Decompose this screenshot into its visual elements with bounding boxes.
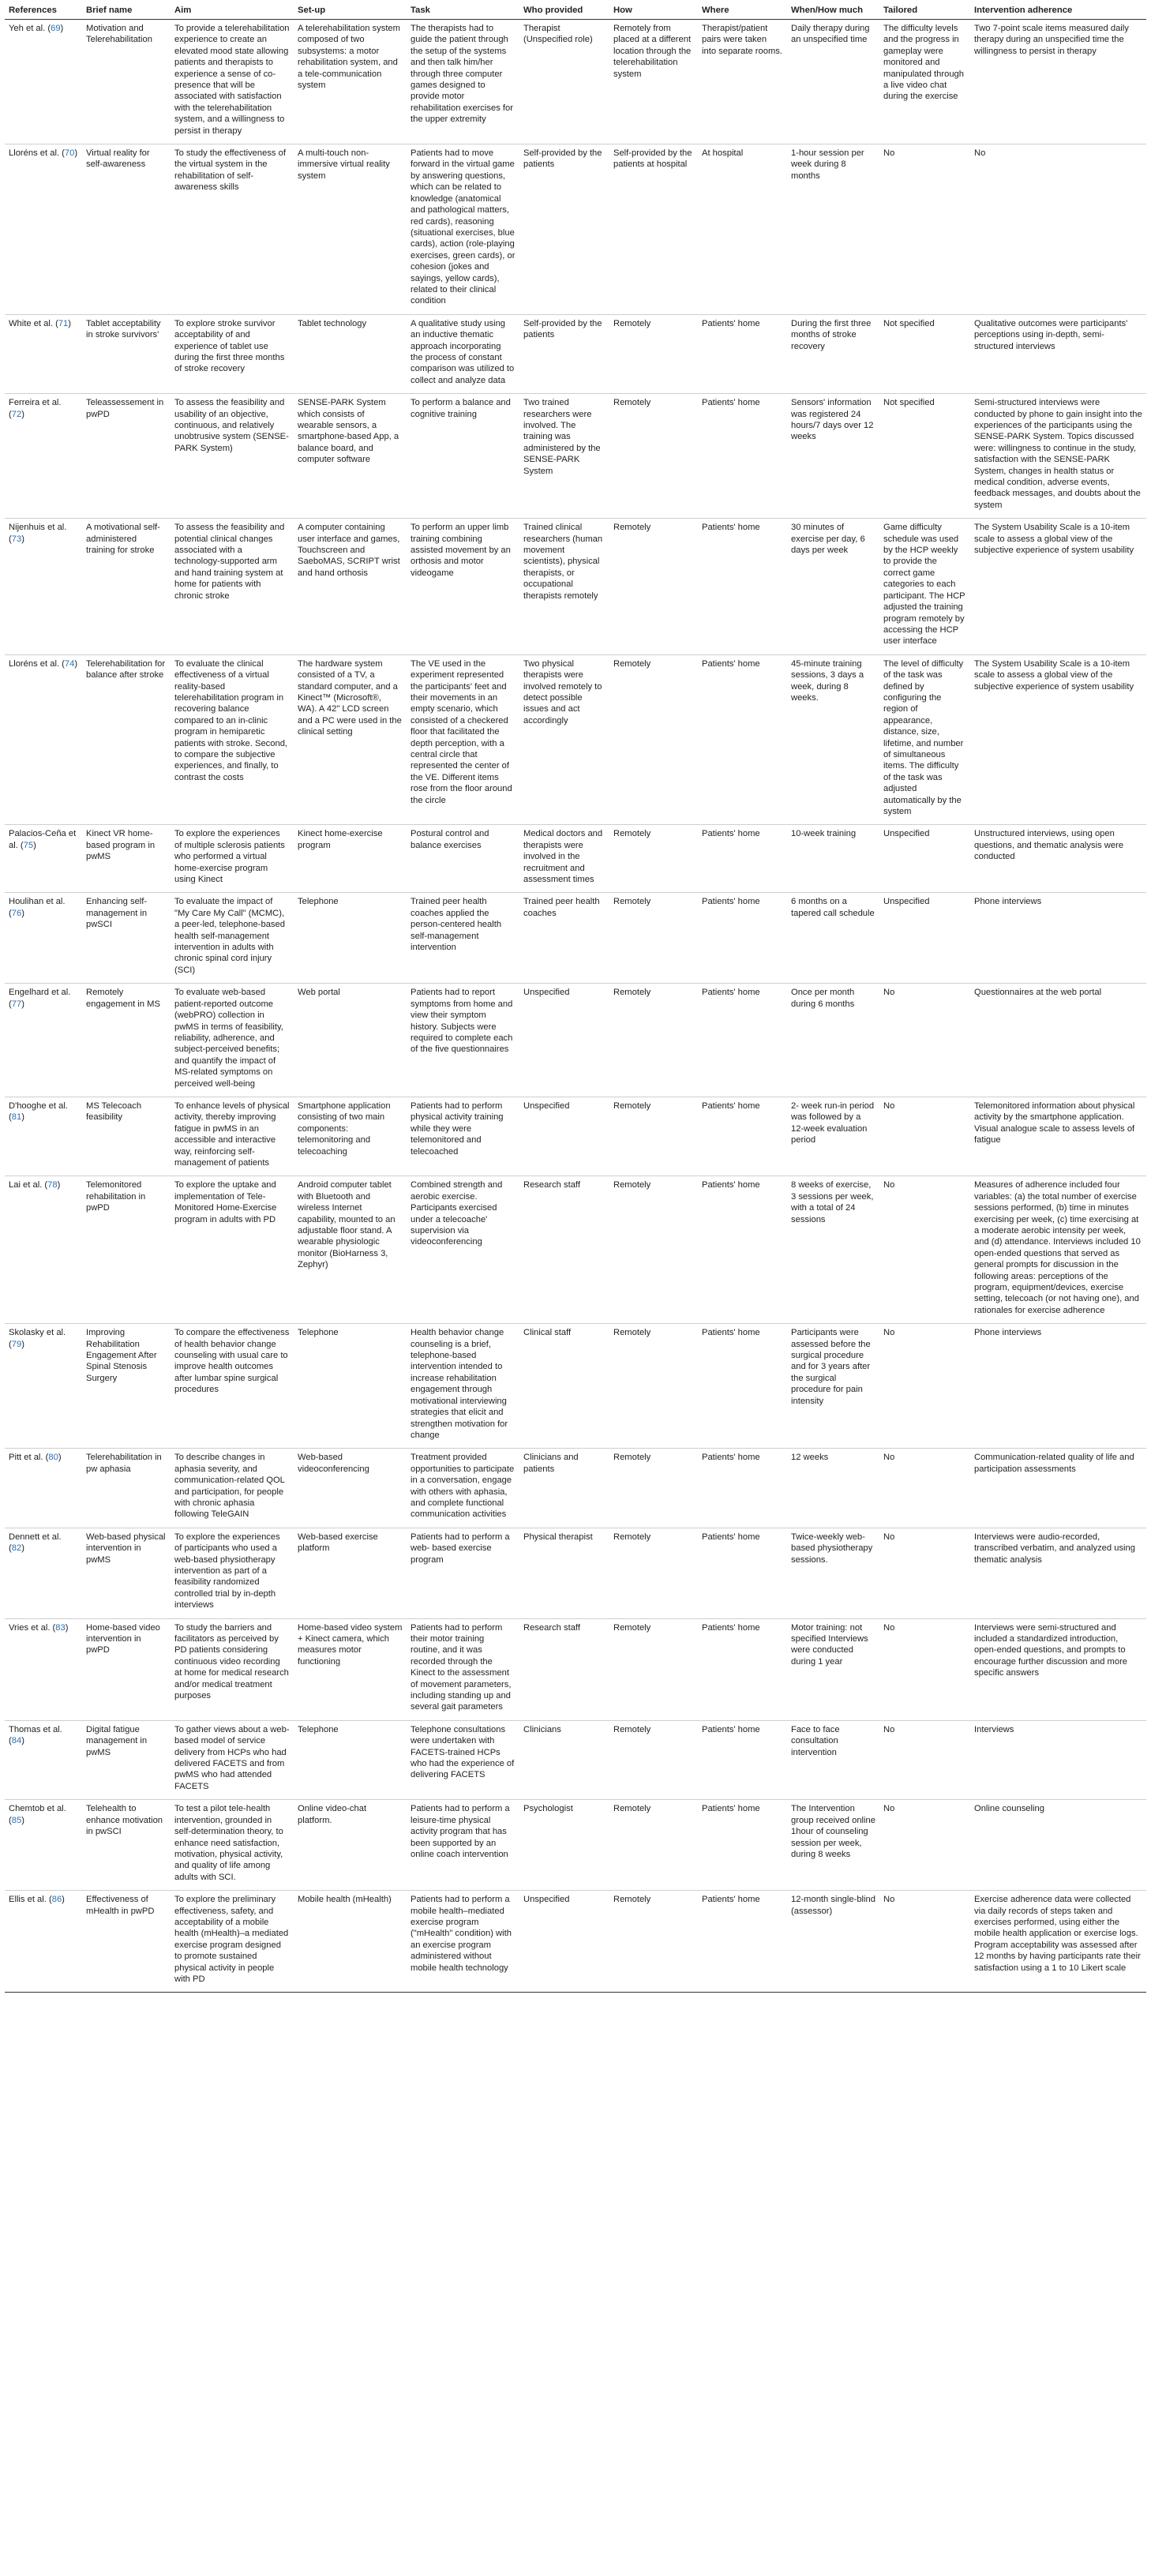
cell-aim: To describe changes in aphasia severity, and communication-related QOL and participation, for people with chronic aphasia following TeleGAIN	[171, 1449, 294, 1528]
cell-tailored: Game difficulty schedule was used by the HCP weekly to provide the correct game categories to each participant. The HCP adjusted the training program remotely by accessing the HCP user interface	[879, 519, 970, 654]
cell-tailored: No	[879, 1097, 970, 1176]
cell-tailored: The level of difficulty of the task was defined by configuring the region of appearance, distance, size, lifetime, and number of simultaneous items. The difficulty of the task was adjusted automatically by the system	[879, 654, 970, 825]
cell-task: To perform a balance and cognitive training	[407, 394, 519, 519]
cell-adherence: Questionnaires at the web portal	[970, 984, 1146, 1097]
cell-aim: To study the barriers and facilitators as perceived by PD patients considering continuous video recording at home for medical research and/or medical treatment purposes	[171, 1618, 294, 1720]
cell-task: The VE used in the experiment represented the participants' feet and their movements in an empty scenario, which consisted of a checkered floor that facilitated the depth perception, with a central circle that represented the center of the VE. Different items rose from the floor around the circle	[407, 654, 519, 825]
cell-when: 30 minutes of exercise per day, 6 days per week	[787, 519, 879, 654]
cell-brief-name: Teleassessement in pwPD	[82, 394, 171, 519]
reference-author: Vries et al.	[9, 1622, 51, 1633]
cell-reference: Lloréns et al. (70)	[5, 144, 82, 315]
cell-aim: To enhance levels of physical activity, thereby improving fatigue in pwMS in an accessible and interactive way, reinforcing self-management of patients	[171, 1097, 294, 1176]
cell-where: Patients' home	[698, 1176, 787, 1324]
cell-tailored: No	[879, 1324, 970, 1449]
col-header-how: How	[609, 3, 698, 20]
reference-author: Pitt et al.	[9, 1453, 43, 1463]
cell-brief-name: Virtual reality for self-awareness	[82, 144, 171, 315]
col-header-adherence: Intervention adherence	[970, 3, 1146, 20]
cell-setup: Web-based exercise platform	[294, 1528, 407, 1618]
cell-how: Remotely	[609, 394, 698, 519]
cell-brief-name: Motivation and Telerehabilitation	[82, 20, 171, 144]
cell-adherence: Interviews were semi-structured and included a standardized introduction, open-ended questions, and prompts to encourage further discussion and more specific answers	[970, 1618, 1146, 1720]
cell-where: Patients' home	[698, 984, 787, 1097]
header-row	[5, 3, 1146, 20]
cell-setup: A telerehabilitation system composed of two subsystems: a motor rehabilitation system, and a tele-communication system	[294, 20, 407, 144]
cell-setup: Smartphone application consisting of two main components: telemonitoring and telecoaching	[294, 1097, 407, 1176]
reference-author: Dennett et al.	[9, 1532, 62, 1542]
cell-who-provided: Clinicians	[519, 1720, 609, 1799]
citation-link[interactable]: 70	[64, 148, 75, 159]
cell-aim: To explore the experiences of multiple sclerosis patients who performed a virtual home-exercise program using Kinect	[171, 825, 294, 893]
cell-how: Remotely	[609, 1176, 698, 1324]
table-row	[5, 984, 1146, 1097]
citation-link[interactable]: 81	[11, 1112, 22, 1123]
cell-reference: White et al. (71)	[5, 314, 82, 393]
cell-task: Telephone consultations were undertaken with FACETS-trained HCPs who had the experience of delivering FACETS	[407, 1720, 519, 1799]
cell-reference: Lai et al. (78)	[5, 1176, 82, 1324]
cell-when: Once per month during 6 months	[787, 984, 879, 1097]
table-row	[5, 144, 1146, 315]
cell-brief-name: Enhancing self-management in pwSCI	[82, 893, 171, 984]
cell-who-provided: Physical therapist	[519, 1528, 609, 1618]
cell-setup: Android computer tablet with Bluetooth and wireless Internet capability, mounted to an adjustable floor stand. A wearable physiologic monitor (BioHarness 3, Zephyr)	[294, 1176, 407, 1324]
cell-task: The therapists had to guide the patient through the setup of the systems and then talk him/her through three computer games designed to provide motor rehabilitation exercises for the upper extremity	[407, 20, 519, 144]
cell-who-provided: Medical doctors and therapists were involved in the recruitment and assessment times	[519, 825, 609, 893]
cell-how: Remotely	[609, 1324, 698, 1449]
reference-author: Lloréns et al.	[9, 148, 60, 159]
cell-aim: To explore stroke survivor acceptability of and experience of tablet use during the first three months of stroke recovery	[171, 314, 294, 393]
cell-how: Self-provided by the patients at hospital	[609, 144, 698, 315]
cell-who-provided: Research staff	[519, 1176, 609, 1324]
table-row	[5, 1449, 1146, 1528]
table-row	[5, 1891, 1146, 1993]
cell-adherence: Semi-structured interviews were conducted by phone to gain insight into the experiences of the participants using the SENSE-PARK System. Topics discussed were: willingness to continue in the study, satisfaction with the SENSE-PARK System, changes in health status or medical condition, adverse events, feedback messages, and doubts about the system	[970, 394, 1146, 519]
citation-link[interactable]: 72	[11, 409, 22, 419]
cell-task: A qualitative study using an inductive thematic approach incorporating the process of constant comparison was utilized to collect and analyze data	[407, 314, 519, 393]
citation-link[interactable]: 86	[51, 1895, 62, 1905]
cell-when: 2- week run-in period was followed by a 12-week evaluation period	[787, 1097, 879, 1176]
cell-how: Remotely	[609, 825, 698, 893]
cell-brief-name: Home-based video intervention in pwPD	[82, 1618, 171, 1720]
cell-how: Remotely	[609, 1618, 698, 1720]
cell-when: Twice-weekly web-based physiotherapy sessions.	[787, 1528, 879, 1618]
cell-who-provided: Unspecified	[519, 984, 609, 1097]
cell-setup: Telephone	[294, 1324, 407, 1449]
cell-brief-name: A motivational self-administered training for stroke	[82, 519, 171, 654]
citation-link[interactable]: 78	[47, 1180, 58, 1191]
cell-task: Trained peer health coaches applied the person-centered health self-management intervention	[407, 893, 519, 984]
reference-author: Yeh et al.	[9, 24, 46, 33]
cell-tailored: No	[879, 1618, 970, 1720]
citation-link[interactable]: 74	[64, 658, 75, 669]
citation-link[interactable]: 71	[58, 318, 69, 328]
cell-who-provided: Two trained researchers were involved. The training was administered by the SENSE-PARK System	[519, 394, 609, 519]
cell-task: Patients had to report symptoms from home and view their symptom history. Subjects were required to complete each of the five questionnaires	[407, 984, 519, 1097]
cell-tailored: The difficulty levels and the progress in gameplay were monitored and manipulated through a live video chat during the exercise	[879, 20, 970, 144]
citation-link[interactable]: 69	[51, 24, 61, 33]
interventions-table	[5, 3, 1146, 1993]
cell-who-provided: Trained peer health coaches	[519, 893, 609, 984]
cell-brief-name: Web-based physical intervention in pwMS	[82, 1528, 171, 1618]
cell-adherence: Telemonitored information about physical activity by the smartphone application. Visual analogue scale to assess levels of fatigue	[970, 1097, 1146, 1176]
cell-task: Patients had to perform their motor training routine, and it was recorded through the Kinect to the assessment of movement parameters, including standing up and several gait parameters	[407, 1618, 519, 1720]
cell-adherence: The System Usability Scale is a 10-item scale to assess a global view of the subjective experience of system usability	[970, 519, 1146, 654]
cell-setup: Telephone	[294, 893, 407, 984]
cell-reference: Thomas et al. (84)	[5, 1720, 82, 1799]
col-header-brief-name: Brief name	[82, 3, 171, 20]
cell-brief-name: Telehealth to enhance motivation in pwSCI	[82, 1800, 171, 1891]
cell-who-provided: Self-provided by the patients	[519, 144, 609, 315]
cell-adherence: Phone interviews	[970, 893, 1146, 984]
citation-link[interactable]: 84	[11, 1736, 22, 1746]
cell-tailored: Not specified	[879, 394, 970, 519]
cell-where: Patients' home	[698, 825, 787, 893]
table-row	[5, 654, 1146, 825]
citation-link[interactable]: 76	[11, 908, 22, 918]
cell-setup: Tablet technology	[294, 314, 407, 393]
cell-task: Patients had to perform a web- based exercise program	[407, 1528, 519, 1618]
cell-reference: Nijenhuis et al. (73)	[5, 519, 82, 654]
table-row	[5, 1097, 1146, 1176]
cell-reference: Engelhard et al. (77)	[5, 984, 82, 1097]
cell-who-provided: Unspecified	[519, 1891, 609, 1993]
cell-where: Patients' home	[698, 519, 787, 654]
table-row	[5, 1618, 1146, 1720]
reference-author: Thomas et al.	[9, 1724, 62, 1734]
cell-when: Participants were assessed before the surgical procedure and for 3 years after the surgical procedure for pain intensity	[787, 1324, 879, 1449]
cell-when: The Intervention group received online 1hour of counseling session per week, during 8 weeks	[787, 1800, 879, 1891]
cell-setup: Mobile health (mHealth)	[294, 1891, 407, 1993]
cell-how: Remotely	[609, 1528, 698, 1618]
cell-where: Patients' home	[698, 1800, 787, 1891]
cell-tailored: Unspecified	[879, 893, 970, 984]
cell-setup: Online video-chat platform.	[294, 1800, 407, 1891]
cell-tailored: Unspecified	[879, 825, 970, 893]
cell-tailored: No	[879, 1176, 970, 1324]
cell-who-provided: Research staff	[519, 1618, 609, 1720]
cell-when: Sensors' information was registered 24 hours/7 days over 12 weeks	[787, 394, 879, 519]
cell-when: 12-month single-blind (assessor)	[787, 1891, 879, 1993]
cell-where: Patients' home	[698, 314, 787, 393]
reference-author: Houlihan et al.	[9, 897, 66, 907]
cell-reference: Skolasky et al. (79)	[5, 1324, 82, 1449]
cell-tailored: No	[879, 1449, 970, 1528]
cell-where: Patients' home	[698, 1324, 787, 1449]
cell-how: Remotely	[609, 1449, 698, 1528]
cell-when: Motor training: not specified Interviews were conducted during 1 year	[787, 1618, 879, 1720]
cell-reference: Chemtob et al. (85)	[5, 1800, 82, 1891]
reference-author: D'hooghe et al.	[9, 1101, 68, 1111]
cell-reference: Pitt et al. (80)	[5, 1449, 82, 1528]
cell-task: Treatment provided opportunities to participate in a conversation, engage with others with aphasia, and complete functional communication activities	[407, 1449, 519, 1528]
cell-aim: To evaluate web-based patient-reported outcome (webPRO) collection in pwMS in terms of feasibility, reliability, adherence, and subject-perceived benefits; and quantify the impact of MS-related symptoms on perceived well-being	[171, 984, 294, 1097]
cell-who-provided: Two physical therapists were involved remotely to detect possible issues and act accordingly	[519, 654, 609, 825]
cell-task: Postural control and balance exercises	[407, 825, 519, 893]
col-header-aim: Aim	[171, 3, 294, 20]
cell-aim: To test a pilot tele-health intervention, grounded in self-determination theory, to enhance need satisfaction, motivation, physical activity, and quality of life among adults with SCI.	[171, 1800, 294, 1891]
cell-brief-name: Tablet acceptability in stroke survivors'	[82, 314, 171, 393]
cell-adherence: No	[970, 144, 1146, 315]
reference-author: Nijenhuis et al.	[9, 523, 67, 533]
cell-aim: To compare the effectiveness of health behavior change counseling with usual care to improve health outcomes after lumbar spine surgical procedures	[171, 1324, 294, 1449]
reference-author: Engelhard et al.	[9, 988, 71, 998]
cell-brief-name: Digital fatigue management in pwMS	[82, 1720, 171, 1799]
cell-when: Face to face consultation intervention	[787, 1720, 879, 1799]
table-row	[5, 1800, 1146, 1891]
cell-how: Remotely	[609, 314, 698, 393]
cell-who-provided: Therapist (Unspecified role)	[519, 20, 609, 144]
cell-setup: Web-based videoconferencing	[294, 1449, 407, 1528]
cell-aim: To evaluate the clinical effectiveness of a virtual reality-based telerehabilitation program in recovering balance compared to an in-clinic program in hemiparetic patients with stroke. Second, to compare the subjective experiences, and finally, to contrast the costs	[171, 654, 294, 825]
cell-setup: SENSE-PARK System which consists of wearable sensors, a smartphone-based App, a balance board, and computer software	[294, 394, 407, 519]
citation-link[interactable]: 77	[11, 999, 22, 1009]
cell-how: Remotely	[609, 1097, 698, 1176]
cell-task: To perform an upper limb training combining assisted movement by an orthosis and motor videogame	[407, 519, 519, 654]
citation-link[interactable]: 83	[55, 1622, 66, 1633]
cell-task: Patients had to perform physical activity training while they were telemonitored and telecoached	[407, 1097, 519, 1176]
cell-setup: Telephone	[294, 1720, 407, 1799]
cell-how: Remotely	[609, 654, 698, 825]
table-row	[5, 1528, 1146, 1618]
cell-setup: Web portal	[294, 984, 407, 1097]
cell-when: 12 weeks	[787, 1449, 879, 1528]
cell-tailored: No	[879, 144, 970, 315]
cell-setup: Home-based video system + Kinect camera, which measures motor functioning	[294, 1618, 407, 1720]
cell-reference: Ferreira et al. (72)	[5, 394, 82, 519]
cell-tailored: No	[879, 1528, 970, 1618]
cell-reference: Palacios-Ceña et al. (75)	[5, 825, 82, 893]
cell-brief-name: Telemonitored rehabilitation in pwPD	[82, 1176, 171, 1324]
cell-how: Remotely	[609, 519, 698, 654]
cell-setup: Kinect home-exercise program	[294, 825, 407, 893]
cell-aim: To explore the uptake and implementation of Tele-Monitored Home-Exercise program in adults with PD	[171, 1176, 294, 1324]
col-header-who-provided: Who provided	[519, 3, 609, 20]
cell-how: Remotely	[609, 1720, 698, 1799]
cell-brief-name: Effectiveness of mHealth in pwPD	[82, 1891, 171, 1993]
cell-tailored: No	[879, 1891, 970, 1993]
citation-link[interactable]: 79	[11, 1339, 22, 1349]
cell-when: 8 weeks of exercise, 3 sessions per week, with a total of 24 sessions	[787, 1176, 879, 1324]
col-header-where: Where	[698, 3, 787, 20]
table-row	[5, 825, 1146, 893]
cell-tailored: Not specified	[879, 314, 970, 393]
cell-who-provided: Trained clinical researchers (human movement scientists), physical therapists, or occupational therapists remotely	[519, 519, 609, 654]
cell-aim: To explore the preliminary effectiveness, safety, and acceptability of a mobile health (mHealth)–a mediated exercise program designed to promote sustained physical activity in people with PD	[171, 1891, 294, 1993]
cell-brief-name: Remotely engagement in MS	[82, 984, 171, 1097]
cell-reference: Yeh et al. (69)	[5, 20, 82, 144]
reference-author: Lloréns et al.	[9, 658, 60, 669]
cell-aim: To assess the feasibility and potential clinical changes associated with a technology-supported arm and hand training system at home for patients with chronic stroke	[171, 519, 294, 654]
cell-when: 10-week training	[787, 825, 879, 893]
cell-adherence: Online counseling	[970, 1800, 1146, 1891]
cell-how: Remotely	[609, 1800, 698, 1891]
cell-task: Patients had to perform a mobile health–mediated exercise program ("mHealth" condition) with an exercise program administered without mobile health technology	[407, 1891, 519, 1993]
table-row	[5, 20, 1146, 144]
cell-brief-name: Improving Rehabilitation Engagement After Spinal Stenosis Surgery	[82, 1324, 171, 1449]
citation-link[interactable]: 75	[23, 840, 34, 850]
cell-where: Patients' home	[698, 1618, 787, 1720]
reference-author: Palacios-Ceña et al.	[9, 829, 77, 850]
cell-where: Patients' home	[698, 1720, 787, 1799]
col-header-task: Task	[407, 3, 519, 20]
cell-brief-name: Telerehabilitation for balance after stroke	[82, 654, 171, 825]
cell-adherence: Communication-related quality of life and participation assessments	[970, 1449, 1146, 1528]
cell-adherence: Qualitative outcomes were participants' perceptions using in-depth, semi-structured interviews	[970, 314, 1146, 393]
cell-who-provided: Self-provided by the patients	[519, 314, 609, 393]
cell-how: Remotely	[609, 893, 698, 984]
cell-where: Patients' home	[698, 654, 787, 825]
cell-adherence: Measures of adherence included four variables: (a) the total number of exercise sessions performed, (b) time in minutes exercising per week, (c) time exercising at a moderate aerobic intensity per week, and (d) attendance. Interviews included 10 open-ended questions that served as general prompts for discussion in the following areas: perceptions of the program, equipment/devices, exercise setting, telecoach (or not having one), and rationales for exercise adherence	[970, 1176, 1146, 1324]
citation-link[interactable]: 82	[11, 1543, 22, 1554]
cell-when: 45-minute training sessions, 3 days a week, during 8 weeks.	[787, 654, 879, 825]
cell-setup: The hardware system consisted of a TV, a standard computer, and a Kinect™ (Microsoft®, WA). A 42" LCD screen and a PC were used in the clinical setting	[294, 654, 407, 825]
cell-who-provided: Psychologist	[519, 1800, 609, 1891]
cell-when: 1-hour session per week during 8 months	[787, 144, 879, 315]
cell-when: Daily therapy during an unspecified time	[787, 20, 879, 144]
cell-when: 6 months on a tapered call schedule	[787, 893, 879, 984]
cell-who-provided: Clinicians and patients	[519, 1449, 609, 1528]
reference-author: Ferreira et al.	[9, 398, 62, 408]
col-header-references: References	[5, 3, 82, 20]
cell-adherence: Two 7-point scale items measured daily therapy during an unspecified time the willingness to persist in therapy	[970, 20, 1146, 144]
cell-reference: Dennett et al. (82)	[5, 1528, 82, 1618]
cell-adherence: Exercise adherence data were collected via daily records of steps taken and exercises performed, using either the mobile health application or exercise logs. Program acceptability was assessed after 12 months by having participants rate their satisfaction using a 1 to 10 Likert scale	[970, 1891, 1146, 1993]
cell-setup: A multi-touch non-immersive virtual reality system	[294, 144, 407, 315]
cell-tailored: No	[879, 1800, 970, 1891]
cell-aim: To study the effectiveness of the virtual system in the rehabilitation of self-awareness skills	[171, 144, 294, 315]
reference-author: White et al.	[9, 318, 53, 328]
table-row	[5, 1324, 1146, 1449]
cell-task: Health behavior change counseling is a brief, telephone-based intervention intended to increase rehabilitation engagement through motivational interviewing strategies that elicit and strengthen motivation for change	[407, 1324, 519, 1449]
cell-how: Remotely from placed at a different location through the telerehabilitation system	[609, 20, 698, 144]
cell-reference: Houlihan et al. (76)	[5, 893, 82, 984]
cell-tailored: No	[879, 984, 970, 1097]
cell-where: Patients' home	[698, 394, 787, 519]
cell-who-provided: Clinical staff	[519, 1324, 609, 1449]
cell-reference: Ellis et al. (86)	[5, 1891, 82, 1993]
cell-tailored: No	[879, 1720, 970, 1799]
cell-task: Combined strength and aerobic exercise. Participants exercised under a telecoache' supervision via videoconferencing	[407, 1176, 519, 1324]
cell-reference: Vries et al. (83)	[5, 1618, 82, 1720]
cell-adherence: Interviews were audio-recorded, transcribed verbatim, and analyzed using thematic analysis	[970, 1528, 1146, 1618]
reference-author: Lai et al.	[9, 1180, 43, 1191]
table-row	[5, 1720, 1146, 1799]
table-row	[5, 1176, 1146, 1324]
table-row	[5, 394, 1146, 519]
col-header-tailored: Tailored	[879, 3, 970, 20]
cell-aim: To evaluate the impact of "My Care My Call" (MCMC), a peer-led, telephone-based health self-management intervention in adults with chronic spinal cord injury (SCI)	[171, 893, 294, 984]
cell-aim: To explore the experiences of participants who used a web-based physiotherapy intervention as part of a feasibility randomized controlled trial by in-depth interviews	[171, 1528, 294, 1618]
cell-adherence: Phone interviews	[970, 1324, 1146, 1449]
reference-author: Chemtob et al.	[9, 1804, 66, 1814]
reference-author: Skolasky et al.	[9, 1328, 66, 1338]
cell-brief-name: Kinect VR home-based program in pwMS	[82, 825, 171, 893]
cell-where: Therapist/patient pairs were taken into separate rooms.	[698, 20, 787, 144]
cell-brief-name: MS Telecoach feasibility	[82, 1097, 171, 1176]
table-row	[5, 893, 1146, 984]
cell-how: Remotely	[609, 1891, 698, 1993]
cell-adherence: Unstructured interviews, using open questions, and thematic analysis were conducted	[970, 825, 1146, 893]
citation-link[interactable]: 80	[48, 1453, 58, 1463]
cell-setup: A computer containing user interface and games, Touchscreen and SaeboMAS, SCRIPT wrist and hand orthosis	[294, 519, 407, 654]
cell-where: Patients' home	[698, 1891, 787, 1993]
table-body	[5, 20, 1146, 1993]
table-row	[5, 314, 1146, 393]
citation-link[interactable]: 85	[11, 1815, 22, 1825]
cell-reference: D'hooghe et al. (81)	[5, 1097, 82, 1176]
reference-author: Ellis et al.	[9, 1895, 47, 1905]
cell-aim: To gather views about a web-based model of service delivery from HCPs who had delivered FACETS and from pwMS who had attended FACETS	[171, 1720, 294, 1799]
cell-who-provided: Unspecified	[519, 1097, 609, 1176]
cell-aim: To assess the feasibility and usability of an objective, continuous, and relatively unobtrusive system (SENSE-PARK System)	[171, 394, 294, 519]
cell-task: Patients had to perform a leisure-time physical activity program that has been supported by an online coach intervention	[407, 1800, 519, 1891]
cell-where: Patients' home	[698, 893, 787, 984]
cell-reference: Lloréns et al. (74)	[5, 654, 82, 825]
cell-when: During the first three months of stroke recovery	[787, 314, 879, 393]
cell-where: Patients' home	[698, 1528, 787, 1618]
citation-link[interactable]: 73	[11, 534, 22, 544]
cell-where: Patients' home	[698, 1449, 787, 1528]
cell-adherence: The System Usability Scale is a 10-item scale to assess a global view of the subjective experience of system usability	[970, 654, 1146, 825]
table-row	[5, 519, 1146, 654]
cell-where: Patients' home	[698, 1097, 787, 1176]
cell-brief-name: Telerehabilitation in pw aphasia	[82, 1449, 171, 1528]
cell-where: At hospital	[698, 144, 787, 315]
col-header-setup: Set-up	[294, 3, 407, 20]
cell-task: Patients had to move forward in the virtual game by answering questions, which can be related to knowledge (anatomical and pathological matters, red cards), reasoning (situational exercises, blue cards), action (role-playing exercises, green cards), or cohesion (jokes and sayings, yellow cards), related to their clinical condition	[407, 144, 519, 315]
cell-how: Remotely	[609, 984, 698, 1097]
cell-adherence: Interviews	[970, 1720, 1146, 1799]
col-header-when: When/How much	[787, 3, 879, 20]
cell-aim: To provide a telerehabilitation experience to create an elevated mood state allowing patients and therapists to experience a sense of co-presence that will be associated with satisfaction with the telerehabilitation system, and a willingness to persist in therapy	[171, 20, 294, 144]
